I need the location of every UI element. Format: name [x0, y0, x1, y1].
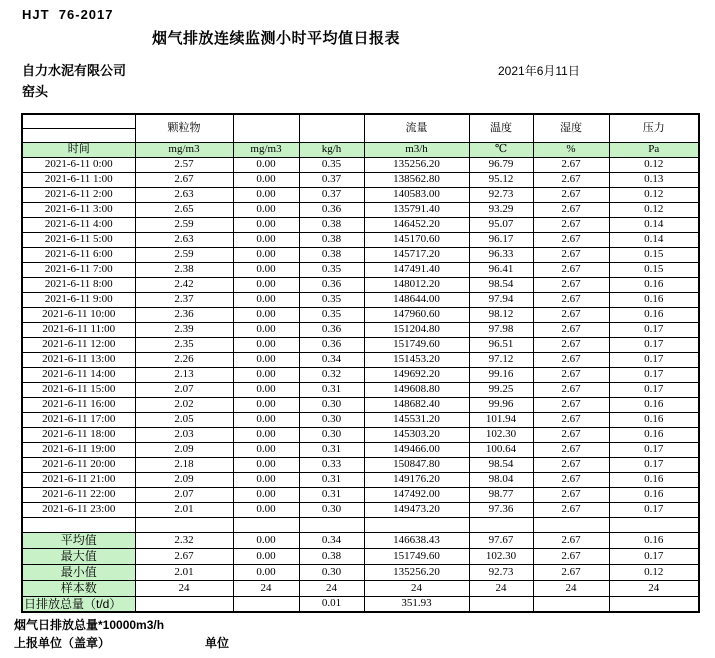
cell-summary-value: 24 — [364, 580, 469, 596]
cell-value: 98.54 — [469, 457, 533, 472]
cell-time: 2021-6-11 11:00 — [22, 322, 135, 337]
cell-summary-value — [533, 596, 609, 612]
cell-value: 0.00 — [233, 487, 299, 502]
cell-value: 0.31 — [299, 487, 364, 502]
table-row — [22, 502, 699, 517]
cell-value: 0.00 — [233, 202, 299, 217]
cell-value: 145717.20 — [364, 247, 469, 262]
cell-value: 145531.20 — [364, 412, 469, 427]
cell-value: 0.00 — [233, 427, 299, 442]
cell-empty — [469, 517, 533, 532]
cell-value: 2.02 — [135, 397, 233, 412]
cell-value: 0.36 — [299, 322, 364, 337]
cell-value: 2.67 — [533, 472, 609, 487]
cell-value: 2.07 — [135, 382, 233, 397]
cell-value: 2.67 — [533, 337, 609, 352]
cell-value: 0.38 — [299, 247, 364, 262]
cell-value: 2.67 — [533, 202, 609, 217]
unit-celsius: ℃ — [469, 142, 533, 157]
cell-value: 147491.40 — [364, 262, 469, 277]
cell-time: 2021-6-11 5:00 — [22, 232, 135, 247]
cell-value: 147960.60 — [364, 307, 469, 322]
cell-value: 2.67 — [533, 247, 609, 262]
standard-code: HJT 76-2017 — [22, 7, 114, 22]
cell-summary-value: 0.17 — [609, 548, 699, 564]
cell-empty — [233, 517, 299, 532]
cell-value: 0.31 — [299, 472, 364, 487]
cell-value: 95.12 — [469, 172, 533, 187]
cell-time: 2021-6-11 7:00 — [22, 262, 135, 277]
time-column-header: 时间 — [22, 142, 135, 157]
cell-empty — [22, 517, 135, 532]
cell-value: 99.25 — [469, 382, 533, 397]
cell-value: 0.16 — [609, 397, 699, 412]
cell-summary-value: 24 — [233, 580, 299, 596]
cell-value: 93.29 — [469, 202, 533, 217]
column-group-empty-2 — [299, 114, 364, 142]
cell-value: 0.00 — [233, 412, 299, 427]
cell-value: 2.67 — [533, 367, 609, 382]
cell-summary-value: 0.30 — [299, 564, 364, 580]
cell-time: 2021-6-11 19:00 — [22, 442, 135, 457]
cell-value: 2.18 — [135, 457, 233, 472]
cell-time: 2021-6-11 14:00 — [22, 367, 135, 382]
cell-time: 2021-6-11 15:00 — [22, 382, 135, 397]
cell-value: 2.26 — [135, 352, 233, 367]
cell-value: 100.64 — [469, 442, 533, 457]
cell-value: 0.12 — [609, 187, 699, 202]
cell-value: 2.57 — [135, 157, 233, 172]
unit-label: 单位 — [205, 636, 230, 650]
cell-value: 0.00 — [233, 187, 299, 202]
cell-value: 2.63 — [135, 232, 233, 247]
cell-value: 2.67 — [533, 397, 609, 412]
cell-summary-value: 2.67 — [533, 532, 609, 548]
cell-summary-value: 0.12 — [609, 564, 699, 580]
unit-pm-mgm3: mg/m3 — [135, 142, 233, 157]
header-spacer-top — [22, 114, 135, 128]
table-row — [22, 247, 699, 262]
cell-value: 2.39 — [135, 322, 233, 337]
cell-value: 0.17 — [609, 457, 699, 472]
summary-row — [22, 580, 699, 596]
table-row — [22, 187, 699, 202]
cell-value: 97.36 — [469, 502, 533, 517]
cell-empty — [609, 517, 699, 532]
cell-time: 2021-6-11 23:00 — [22, 502, 135, 517]
cell-value: 0.00 — [233, 172, 299, 187]
summary-row — [22, 564, 699, 580]
cell-value: 135791.40 — [364, 202, 469, 217]
cell-summary-value: 151749.60 — [364, 548, 469, 564]
cell-value: 2.67 — [533, 352, 609, 367]
cell-value: 2.09 — [135, 442, 233, 457]
cell-value: 2.67 — [533, 262, 609, 277]
unit-m3h: m3/h — [364, 142, 469, 157]
daily-total-note: 烟气日排放总量*10000m3/h — [14, 618, 165, 632]
cell-value: 0.35 — [299, 292, 364, 307]
cell-value: 0.16 — [609, 487, 699, 502]
table-row — [22, 412, 699, 427]
cell-value: 0.37 — [299, 187, 364, 202]
cell-value: 0.16 — [609, 472, 699, 487]
cell-value: 2.38 — [135, 262, 233, 277]
cell-value: 99.96 — [469, 397, 533, 412]
cell-value: 2.42 — [135, 277, 233, 292]
table-row — [22, 427, 699, 442]
cell-summary-value — [135, 596, 233, 612]
cell-value: 0.17 — [609, 502, 699, 517]
unit-mgm3: mg/m3 — [233, 142, 299, 157]
cell-summary-value — [609, 596, 699, 612]
cell-value: 0.14 — [609, 217, 699, 232]
cell-value: 150847.80 — [364, 457, 469, 472]
cell-summary-value: 2.01 — [135, 564, 233, 580]
table-row — [22, 442, 699, 457]
cell-value: 149176.20 — [364, 472, 469, 487]
cell-value: 0.30 — [299, 412, 364, 427]
cell-value: 102.30 — [469, 427, 533, 442]
cell-value: 0.00 — [233, 217, 299, 232]
cell-value: 0.35 — [299, 262, 364, 277]
table-row — [22, 487, 699, 502]
cell-value: 97.12 — [469, 352, 533, 367]
unit-kgh: kg/h — [299, 142, 364, 157]
cell-value: 0.16 — [609, 292, 699, 307]
cell-value: 0.14 — [609, 232, 699, 247]
cell-summary-value: 0.00 — [233, 548, 299, 564]
cell-value: 146452.20 — [364, 217, 469, 232]
cell-value: 151453.20 — [364, 352, 469, 367]
cell-value: 2.59 — [135, 217, 233, 232]
cell-value: 92.73 — [469, 187, 533, 202]
cell-time: 2021-6-11 22:00 — [22, 487, 135, 502]
cell-time: 2021-6-11 18:00 — [22, 427, 135, 442]
separator-row — [22, 517, 699, 532]
cell-summary-value: 0.34 — [299, 532, 364, 548]
table-row — [22, 472, 699, 487]
cell-value: 135256.20 — [364, 157, 469, 172]
cell-time: 2021-6-11 20:00 — [22, 457, 135, 472]
cell-time: 2021-6-11 1:00 — [22, 172, 135, 187]
cell-summary-value: 2.67 — [533, 564, 609, 580]
cell-value: 96.17 — [469, 232, 533, 247]
cell-time: 2021-6-11 13:00 — [22, 352, 135, 367]
cell-value: 0.00 — [233, 352, 299, 367]
cell-value: 2.67 — [533, 187, 609, 202]
cell-time: 2021-6-11 16:00 — [22, 397, 135, 412]
cell-value: 2.07 — [135, 487, 233, 502]
table-data-rows — [22, 157, 699, 532]
cell-value: 148682.40 — [364, 397, 469, 412]
cell-value: 0.36 — [299, 337, 364, 352]
cell-value: 0.17 — [609, 337, 699, 352]
cell-value: 0.17 — [609, 352, 699, 367]
cell-value: 2.67 — [533, 412, 609, 427]
cell-value: 145303.20 — [364, 427, 469, 442]
cell-value: 0.17 — [609, 322, 699, 337]
cell-value: 2.67 — [533, 457, 609, 472]
column-group-empty-1 — [233, 114, 299, 142]
summary-row — [22, 532, 699, 548]
cell-summary-value: 0.01 — [299, 596, 364, 612]
cell-summary-value: 0.00 — [233, 564, 299, 580]
cell-value: 151749.60 — [364, 337, 469, 352]
cell-value: 2.35 — [135, 337, 233, 352]
cell-value: 0.15 — [609, 262, 699, 277]
cell-value: 0.00 — [233, 457, 299, 472]
cell-summary-value: 2.67 — [135, 548, 233, 564]
column-group-flow: 流量 — [364, 114, 469, 142]
cell-summary-value: 2.32 — [135, 532, 233, 548]
stack-location: 窑头 — [22, 84, 49, 99]
cell-summary-value: 0.00 — [233, 532, 299, 548]
cell-value: 0.00 — [233, 247, 299, 262]
cell-value: 2.03 — [135, 427, 233, 442]
cell-value: 95.07 — [469, 217, 533, 232]
cell-value: 2.67 — [533, 322, 609, 337]
table-row — [22, 367, 699, 382]
cell-value: 0.00 — [233, 157, 299, 172]
cell-value: 0.35 — [299, 307, 364, 322]
cell-value: 0.38 — [299, 232, 364, 247]
cell-value: 151204.80 — [364, 322, 469, 337]
table-row — [22, 217, 699, 232]
cell-value: 0.31 — [299, 382, 364, 397]
cell-summary-label: 日排放总量（t/d） — [22, 596, 135, 612]
cell-value: 2.37 — [135, 292, 233, 307]
cell-value: 0.30 — [299, 427, 364, 442]
cell-summary-value: 24 — [533, 580, 609, 596]
cell-value: 0.00 — [233, 232, 299, 247]
table-row — [22, 157, 699, 172]
report-title: 烟气排放连续监测小时平均值日报表 — [152, 30, 401, 47]
cell-value: 0.33 — [299, 457, 364, 472]
table-row — [22, 337, 699, 352]
table-row — [22, 262, 699, 277]
cell-value: 2.67 — [533, 157, 609, 172]
header-spacer-bottom — [22, 128, 135, 142]
cell-value: 149692.20 — [364, 367, 469, 382]
cell-summary-label: 平均值 — [22, 532, 135, 548]
cell-value: 0.30 — [299, 502, 364, 517]
cell-value: 140583.00 — [364, 187, 469, 202]
cell-value: 0.00 — [233, 367, 299, 382]
table-row — [22, 232, 699, 247]
cell-summary-value: 97.67 — [469, 532, 533, 548]
table-row — [22, 277, 699, 292]
table-row — [22, 292, 699, 307]
cell-summary-value: 92.73 — [469, 564, 533, 580]
cell-value: 0.12 — [609, 202, 699, 217]
table-row — [22, 172, 699, 187]
cell-value: 145170.60 — [364, 232, 469, 247]
table-summary-rows — [22, 532, 699, 612]
cell-summary-value: 135256.20 — [364, 564, 469, 580]
report-table — [21, 113, 700, 613]
cell-time: 2021-6-11 12:00 — [22, 337, 135, 352]
cell-value: 0.00 — [233, 322, 299, 337]
cell-value: 149608.80 — [364, 382, 469, 397]
cell-value: 96.79 — [469, 157, 533, 172]
cell-time: 2021-6-11 17:00 — [22, 412, 135, 427]
cell-value: 98.54 — [469, 277, 533, 292]
cell-value: 2.36 — [135, 307, 233, 322]
cell-summary-value: 102.30 — [469, 548, 533, 564]
cell-value: 2.67 — [533, 277, 609, 292]
table-row — [22, 352, 699, 367]
cell-value: 0.30 — [299, 397, 364, 412]
cell-value: 2.13 — [135, 367, 233, 382]
cell-value: 0.36 — [299, 277, 364, 292]
cell-value: 101.94 — [469, 412, 533, 427]
cell-value: 0.17 — [609, 442, 699, 457]
cell-value: 0.12 — [609, 157, 699, 172]
cell-value: 96.41 — [469, 262, 533, 277]
cell-summary-value: 24 — [299, 580, 364, 596]
cell-empty — [533, 517, 609, 532]
cell-value: 138562.80 — [364, 172, 469, 187]
cell-value: 2.63 — [135, 187, 233, 202]
cell-value: 0.35 — [299, 157, 364, 172]
cell-value: 2.67 — [533, 427, 609, 442]
column-group-temperature: 温度 — [469, 114, 533, 142]
table-row — [22, 202, 699, 217]
cell-time: 2021-6-11 21:00 — [22, 472, 135, 487]
cell-time: 2021-6-11 3:00 — [22, 202, 135, 217]
cell-value: 0.38 — [299, 217, 364, 232]
cell-summary-value — [469, 596, 533, 612]
table-row — [22, 322, 699, 337]
cell-time: 2021-6-11 10:00 — [22, 307, 135, 322]
cell-value: 147492.00 — [364, 487, 469, 502]
summary-row — [22, 548, 699, 564]
cell-time: 2021-6-11 9:00 — [22, 292, 135, 307]
unit-percent: % — [533, 142, 609, 157]
cell-value: 0.00 — [233, 502, 299, 517]
cell-value: 98.77 — [469, 487, 533, 502]
report-date: 2021年6月11日 — [498, 64, 580, 78]
cell-value: 0.00 — [233, 397, 299, 412]
summary-row — [22, 596, 699, 612]
cell-value: 2.67 — [533, 442, 609, 457]
cell-summary-value: 24 — [469, 580, 533, 596]
cell-value: 0.36 — [299, 202, 364, 217]
cell-empty — [364, 517, 469, 532]
cell-value: 98.12 — [469, 307, 533, 322]
table-header — [22, 114, 699, 157]
cell-value: 96.51 — [469, 337, 533, 352]
cell-summary-value: 0.38 — [299, 548, 364, 564]
cell-value: 0.32 — [299, 367, 364, 382]
cell-value: 97.98 — [469, 322, 533, 337]
cell-time: 2021-6-11 0:00 — [22, 157, 135, 172]
cell-summary-label: 样本数 — [22, 580, 135, 596]
cell-value: 0.16 — [609, 427, 699, 442]
cell-time: 2021-6-11 8:00 — [22, 277, 135, 292]
cell-value: 2.59 — [135, 247, 233, 262]
column-group-pressure: 压力 — [609, 114, 699, 142]
cell-value: 2.67 — [533, 487, 609, 502]
cell-value: 0.16 — [609, 412, 699, 427]
cell-value: 2.67 — [135, 172, 233, 187]
unit-pa: Pa — [609, 142, 699, 157]
cell-value: 0.00 — [233, 337, 299, 352]
cell-value: 0.15 — [609, 247, 699, 262]
cell-empty — [135, 517, 233, 532]
cell-value: 0.17 — [609, 367, 699, 382]
cell-value: 0.17 — [609, 382, 699, 397]
cell-value: 2.65 — [135, 202, 233, 217]
cell-value: 149466.00 — [364, 442, 469, 457]
cell-value: 0.00 — [233, 262, 299, 277]
cell-value: 0.00 — [233, 307, 299, 322]
cell-value: 2.67 — [533, 382, 609, 397]
cell-value: 0.37 — [299, 172, 364, 187]
cell-value: 0.31 — [299, 442, 364, 457]
cell-value: 2.67 — [533, 172, 609, 187]
cell-summary-value: 0.16 — [609, 532, 699, 548]
table-row — [22, 457, 699, 472]
cell-summary-value — [233, 596, 299, 612]
cell-value: 2.09 — [135, 472, 233, 487]
cell-summary-label: 最小值 — [22, 564, 135, 580]
cell-value: 148012.20 — [364, 277, 469, 292]
cell-value: 0.00 — [233, 442, 299, 457]
cell-value: 0.00 — [233, 472, 299, 487]
cell-value: 0.00 — [233, 277, 299, 292]
cell-value: 0.16 — [609, 277, 699, 292]
reporting-unit-label: 上报单位（盖章） — [14, 636, 111, 650]
cell-value: 97.94 — [469, 292, 533, 307]
cell-value: 2.67 — [533, 217, 609, 232]
cell-value: 0.00 — [233, 292, 299, 307]
cell-summary-value: 2.67 — [533, 548, 609, 564]
cell-value: 2.67 — [533, 307, 609, 322]
cell-value: 2.67 — [533, 502, 609, 517]
cell-summary-label: 最大值 — [22, 548, 135, 564]
cell-value: 0.00 — [233, 382, 299, 397]
table-row — [22, 382, 699, 397]
cell-value: 2.67 — [533, 232, 609, 247]
cell-time: 2021-6-11 2:00 — [22, 187, 135, 202]
cell-empty — [299, 517, 364, 532]
cell-value: 96.33 — [469, 247, 533, 262]
cell-value: 99.16 — [469, 367, 533, 382]
cell-value: 148644.00 — [364, 292, 469, 307]
cell-value: 98.04 — [469, 472, 533, 487]
table-row — [22, 397, 699, 412]
cell-time: 2021-6-11 4:00 — [22, 217, 135, 232]
cell-summary-value: 146638.43 — [364, 532, 469, 548]
cell-summary-value: 351.93 — [364, 596, 469, 612]
column-group-humidity: 湿度 — [533, 114, 609, 142]
cell-value: 149473.20 — [364, 502, 469, 517]
cell-value: 0.16 — [609, 307, 699, 322]
cell-value: 0.13 — [609, 172, 699, 187]
cell-value: 0.34 — [299, 352, 364, 367]
company-name: 自力水泥有限公司 — [22, 63, 127, 78]
column-group-particulate: 颗粒物 — [135, 114, 233, 142]
cell-value: 2.67 — [533, 292, 609, 307]
cell-summary-value: 24 — [609, 580, 699, 596]
cell-value: 2.05 — [135, 412, 233, 427]
cell-time: 2021-6-11 6:00 — [22, 247, 135, 262]
cell-summary-value: 24 — [135, 580, 233, 596]
table-row — [22, 307, 699, 322]
cell-value: 2.01 — [135, 502, 233, 517]
